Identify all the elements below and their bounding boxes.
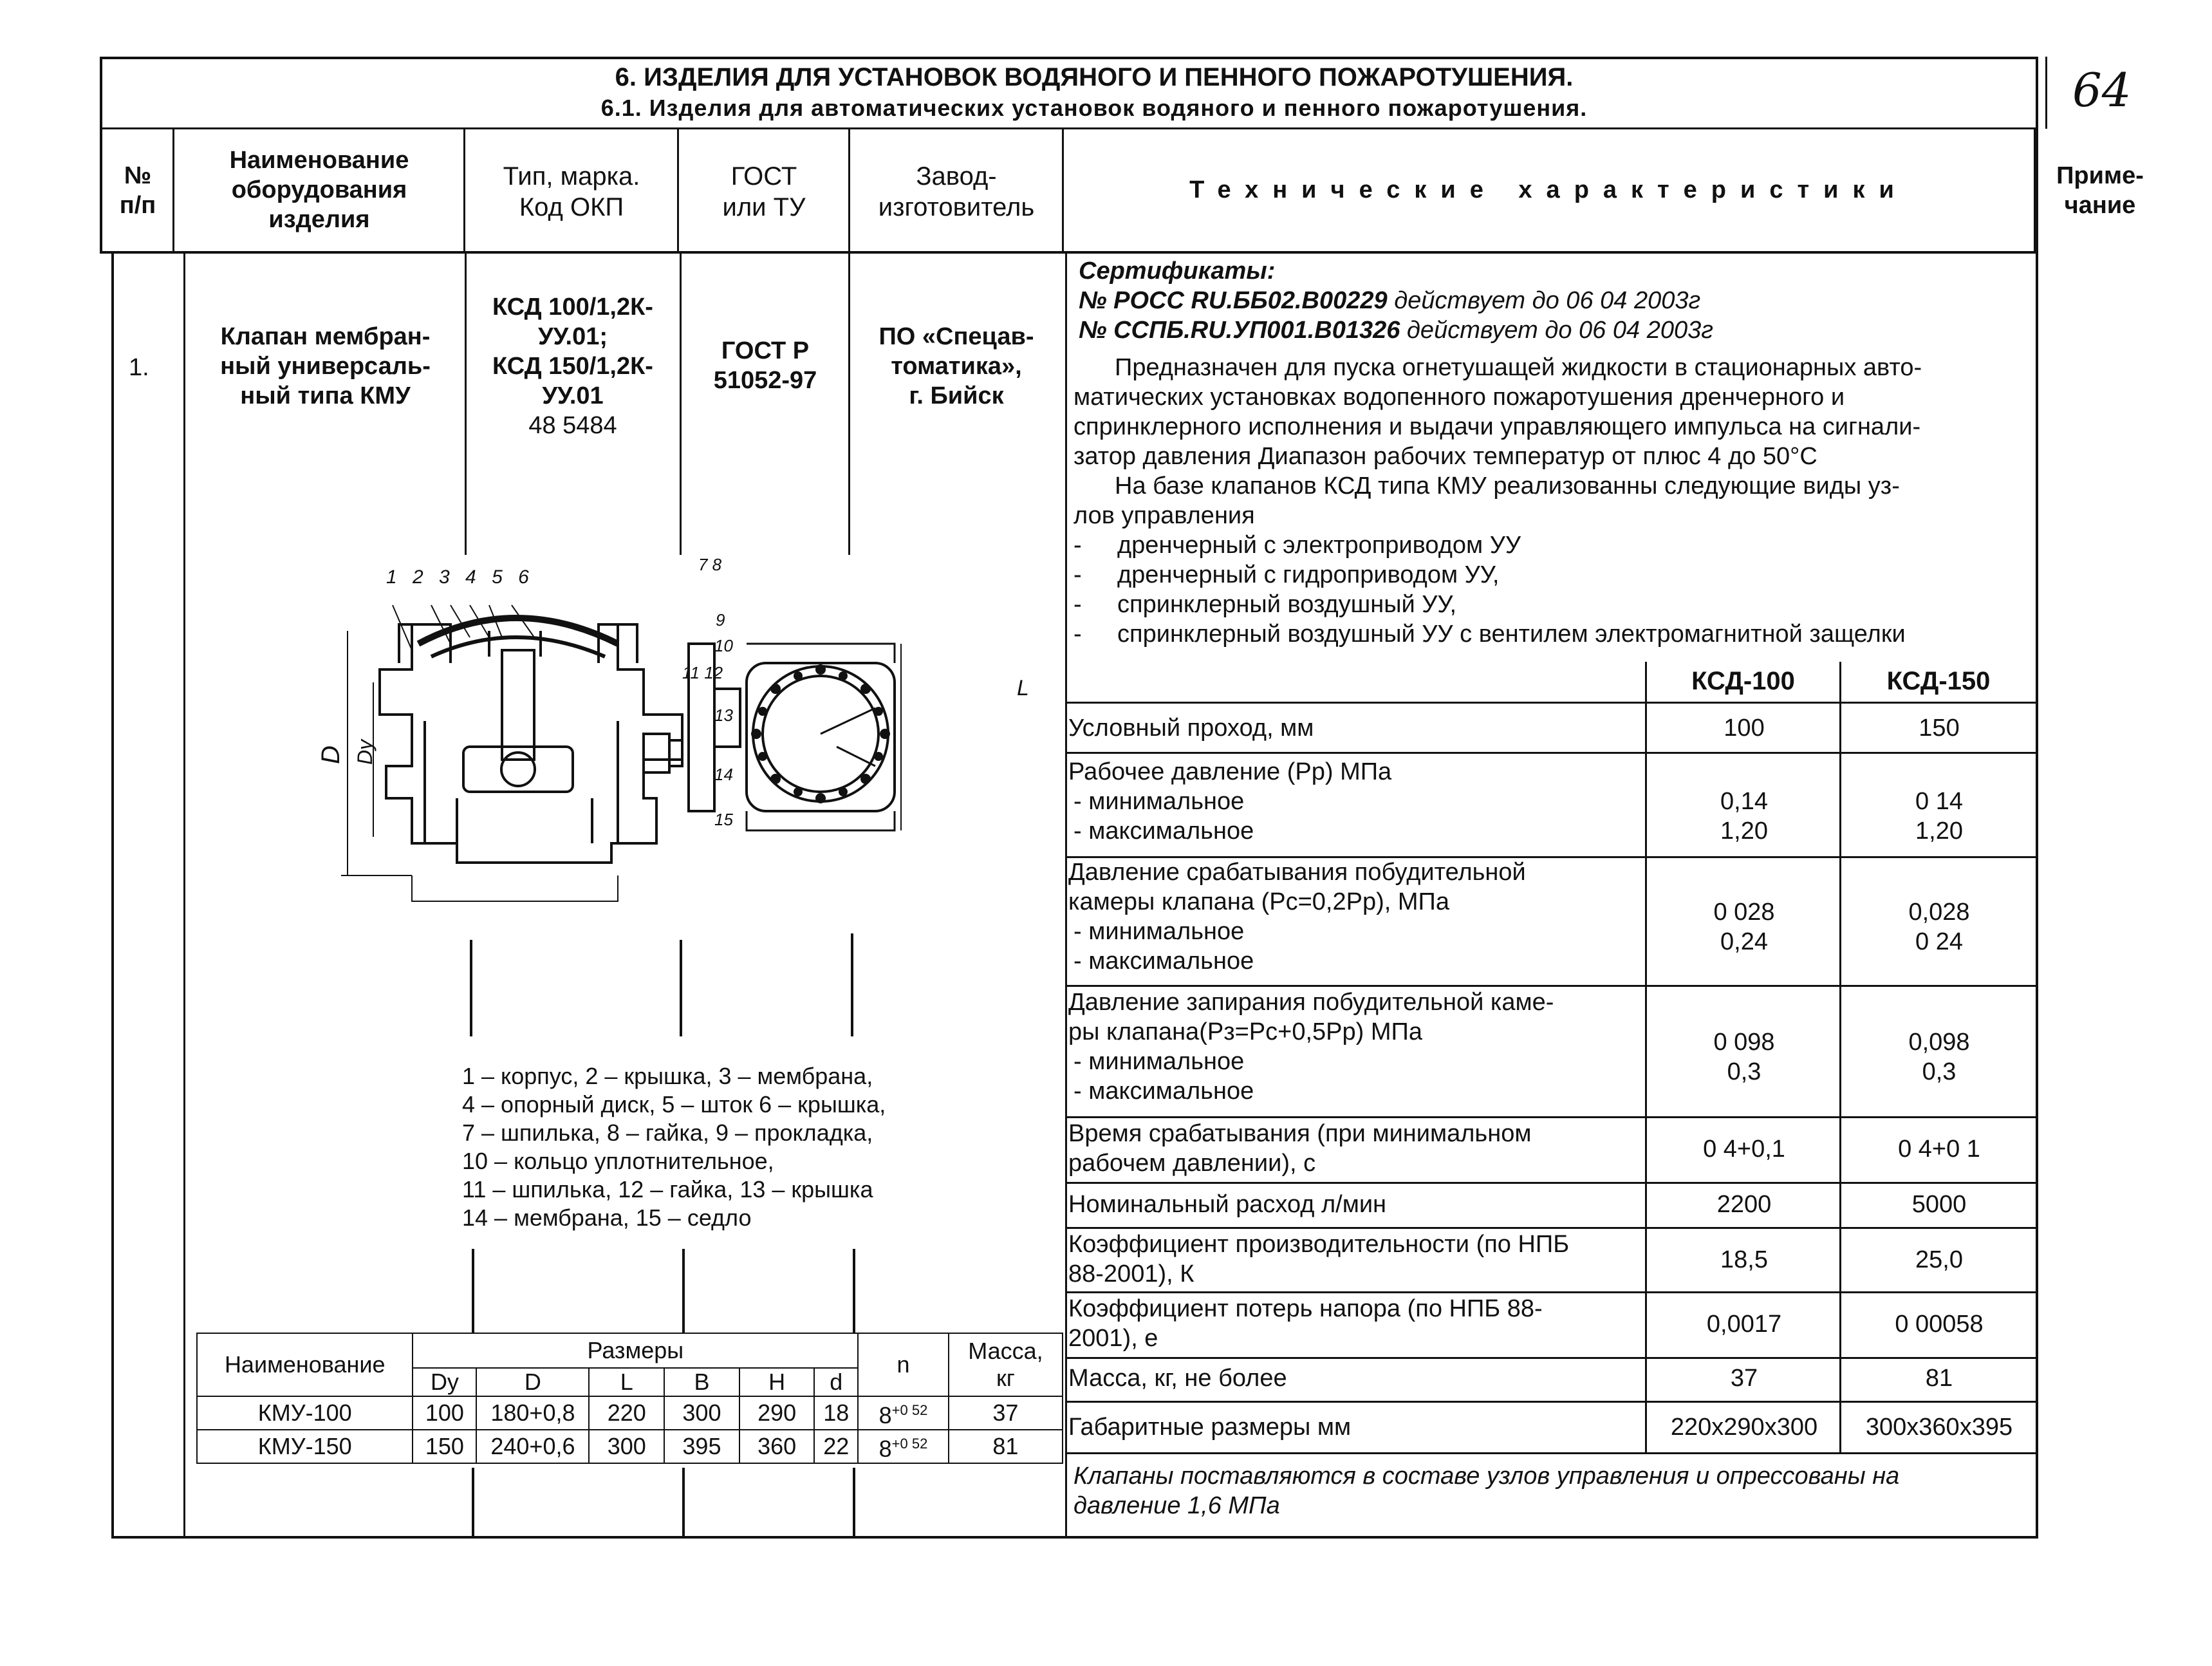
page-subtitle: 6.1. Изделия для автоматических установок водяного и пенного пожаротушения.: [600, 95, 1588, 121]
page-number: 64: [2072, 63, 2132, 117]
drawing-label: 10: [714, 636, 733, 655]
col-header-maker: Завод- изготовитель: [878, 162, 1035, 221]
drawing-label: 15: [714, 810, 733, 829]
col-header-gost: ГОСТ или ТУ: [722, 162, 806, 221]
product-name: Клапан мембран- ный универсаль- ный типа КМУ: [220, 323, 431, 409]
drawing-label: 11 12: [682, 663, 723, 682]
dim-dy-label: Dу: [353, 739, 377, 765]
dim-l-label: L: [1017, 676, 1029, 700]
page-title: 6. ИЗДЕЛИЯ ДЛЯ УСТАНОВОК ВОДЯНОГО И ПЕННОГО ПОЖАРОТУШЕНИЯ.: [615, 63, 1574, 91]
dimensions-table: Наименование Размеры n Масса, кг Dу D L B H d КМУ-100 100 180+0,8 220 300 290 18 $8^{+0 52}$ 37 КМУ-150 150 240+0,6 300 395 360 22 $8^{+0 52}$ 81: [196, 1333, 1063, 1464]
product-gost: ГОСТ Р 51052-97: [713, 337, 817, 394]
dim-d-label: D: [316, 745, 345, 764]
footnote: Клапаны поставляются в составе узлов управления и опрессованы на давление 1,6 МПа: [1073, 1463, 1900, 1519]
dims-header-n: n: [858, 1333, 949, 1396]
control-unit-item: - дренчерный с электроприводом УУ: [1073, 532, 1521, 559]
drawing-label: 14: [714, 765, 733, 784]
drawing-label: 13: [714, 706, 733, 725]
drawing-top-numbers: 1 2 3 4 5 6: [386, 566, 534, 588]
cert-1-number: № РОСС RU.ББ02.В00229: [1079, 287, 1388, 314]
spec-header-ksd150: КСД-150: [1886, 667, 1991, 695]
cert-1-validity: действует до 06 04 2003г: [1387, 287, 1701, 314]
dims-header-sizes: Размеры: [413, 1333, 858, 1368]
product-type: КСД 100/1,2К- УУ.01; КСД 150/1,2К- УУ.01 48 5484: [466, 292, 680, 440]
col-header-note: Приме- чание: [2056, 162, 2144, 219]
table-row: КМУ-150 150 240+0,6 300 395 360 22 $8^{+0 52}$ 81: [197, 1430, 1063, 1463]
certs-heading: Сертификаты:: [1079, 257, 1276, 285]
spec-header-ksd100: КСД-100: [1691, 667, 1795, 695]
parts-legend: 1 – корпус, 2 – крышка, 3 – мембрана, 4 – опорный диск, 5 – шток 6 – крышка, 7 – шпилька, 8 – гайка, 9 – прокладка, 10 – кольцо уплотнительное, 11 – шпилька, 12 – гайка, 13 – крышка 14 – мембрана, 15 – седло: [462, 1063, 886, 1231]
row-number: 1.: [129, 354, 149, 381]
col-header-specs: Технические характеристики: [1189, 176, 1908, 203]
control-unit-item: - спринклерный воздушный УУ с вентилем электромагнитной защелки: [1073, 621, 1906, 648]
cert-2-validity: действует до 06 04 2003г: [1400, 317, 1713, 344]
description: Предназначен для пуска огнетушащей жидкости в стационарных авто- матических установках водопенного пожаротушения дренчерного и спринклерного исполнения и выдачи управляющего импульса на сигнали- затор давления Диапазон рабочих температур от плюс 4 до 50°С На базе клапанов КСД типа КМУ реализованны следующие виды уз- лов управления - дренчерный с электроприводом УУ - дренчерный с гидроприводом УУ, - спринклерный воздушный УУ, - спринклерный воздушный УУ с вентилем электромагнитной защелки: [1073, 353, 2039, 649]
drawing-label: 7 8: [698, 555, 722, 574]
table-row: КМУ-100 100 180+0,8 220 300 290 18 $8^{+0 52}$ 37: [197, 1396, 1063, 1430]
drawing-label: 9: [716, 610, 725, 630]
product-maker: ПО «Спецав- томатика», г. Бийск: [878, 323, 1034, 409]
control-unit-item: - спринклерный воздушный УУ,: [1073, 591, 1457, 618]
col-header-name: Наименование оборудования изделия: [229, 147, 409, 233]
cert-2-number: № ССПБ.RU.УП001.В01326: [1079, 317, 1400, 344]
col-header-type: Тип, марка. Код ОКП: [503, 162, 640, 221]
control-unit-item: - дренчерный с гидроприводом УУ,: [1073, 561, 1500, 588]
dims-header-mass: Масса, кг: [949, 1333, 1063, 1396]
col-header-num: № п/п: [119, 162, 156, 219]
dims-header-name: Наименование: [197, 1333, 413, 1396]
certificates: [1079, 256, 2031, 345]
okp-code: 48 5484: [528, 412, 617, 439]
valve-drawing: [322, 554, 1068, 914]
